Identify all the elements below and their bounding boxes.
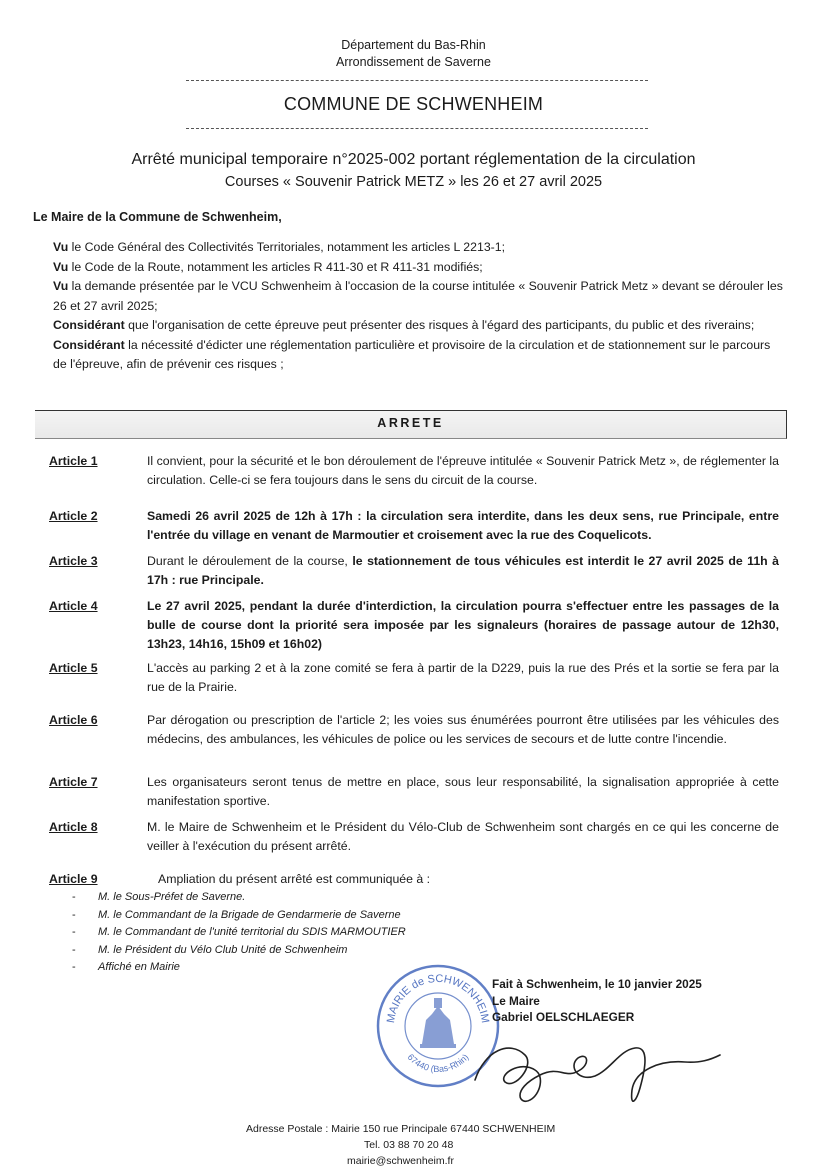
document-subtitle: Courses « Souvenir Patrick METZ » les 26 et 27 avril 2025 [224,174,603,190]
article-6-label: Article 6 [49,713,98,727]
article-1-label: Article 1 [49,454,98,468]
signature-place-date: Fait à Schwenheim, le 10 janvier 2025 [492,977,702,991]
article-8-label: Article 8 [49,820,98,834]
article-2-label: Article 2 [49,509,98,523]
signature-role: Le Maire [492,994,540,1008]
article-4-label: Article 4 [49,599,98,613]
article-4-text: Le 27 avril 2025, pendant la durée d'interdiction, la circulation pourra s'effectuer entre les passages de la bulle de course dont la priorité sera imposée par les signaleurs (horaires de passage autour de 12h30, 13h23, 14h16, 15h09 et 16h02) [147,599,779,651]
arrete-label: ARRETE [377,416,444,430]
article-6-text: Par dérogation ou prescription de l'article 2; les voies sus énumérées pourront être utilisées par les véhicules des médecins, des ambulances, les véhicules de police ou les services de secours et de lutte contre l'incendie. [147,713,779,746]
preamble-item [53,277,783,316]
document-title: Arrêté municipal temporaire n°2025-002 portant réglementation de la circulation [131,151,696,168]
footer-email[interactable]: mairie@schwenheim.fr [347,1155,454,1167]
preamble-lead: Vu [53,240,69,254]
article-3-text-normal: Durant le déroulement de la course, [147,554,353,568]
article-8-text: M. le Maire de Schwenheim et le Président du Vélo-Club de Schwenheim sont chargés en ce qui les concerne de veiller à l'exécution du présent arrêté. [147,820,779,853]
ampliation-list [72,889,406,977]
preamble-text: la demande présentée par le VCU Schwenheim à l'occasion de la course intitulée « Souvenir Patrick Metz » devant se dérouler les 26 et 27 avril 2025; [53,279,783,313]
preamble-lead: Considérant [53,318,125,332]
preamble-item [53,336,783,375]
article-9-text: Ampliation du présent arrêté est communiquée à : [158,872,431,886]
footer-tel: Tel. 03 88 70 20 48 [364,1139,454,1151]
preamble-item [53,238,783,258]
commune-title: COMMUNE DE SCHWENHEIM [283,94,544,114]
seal-emblem-icon [420,998,456,1048]
mayor-signature [470,1020,730,1110]
divider-top [186,80,648,81]
maire-heading: Le Maire de la Commune de Schwenheim, [33,210,282,224]
arrete-banner [35,410,787,439]
ampliation-item: - M. le Commandant de la Brigade de Gendarmerie de Saverne [72,907,406,925]
preamble-list [53,238,783,375]
preamble-item [53,258,783,278]
ampliation-item: - M. le Sous-Préfet de Saverne. [72,889,406,907]
article-5-label: Article 5 [49,661,98,675]
footer-address: Adresse Postale : Mairie 150 rue Principale 67440 SCHWENHEIM [246,1123,556,1135]
departement: Département du Bas-Rhin [341,38,486,52]
preamble-text: le Code Général des Collectivités Territoriales, notamment les articles L 2213-1; [68,240,506,254]
ampliation-item: - M. le Président du Vélo Club Unité de Schwenheim [72,942,406,960]
article-3-label: Article 3 [49,554,98,568]
article-7-text: Les organisateurs seront tenus de mettre en place, sous leur responsabilité, la signalisation appropriée à cette manifestation sportive. [147,775,779,808]
article-9-label: Article 9 [49,872,98,886]
article-3-text [147,552,779,590]
preamble-lead: Considérant [53,337,125,352]
preamble-lead: Vu [53,259,69,274]
article-5-text: L'accès au parking 2 et à la zone comité se fera à partir de la D229, puis la rue des Prés et la sortie se fera par la rue de la Prairie. [147,661,779,694]
preamble-text: la nécessité d'édicter une réglementation particulière et provisoire de la circulation et de stationnement sur le parcours de l'épreuve, afin de prévenir ces risques ; [53,337,771,371]
article-3-text-bold: le stationnement de tous véhicules est interdit le 27 avril 2025 de 11h à 17h : rue Principale. [147,554,779,587]
signature-name: Gabriel OELSCHLAEGER [492,1010,635,1024]
ampliation-item: - Affiché en Mairie [72,959,406,977]
preamble-text: que l'organisation de cette épreuve peut présenter des risques à l'égard des participants, du public et des riverains; [124,318,755,332]
preamble-text: le Code de la Route, notamment les articles R 411-30 et R 411-31 modifiés; [68,259,483,274]
arrondissement: Arrondissement de Saverne [336,55,491,69]
divider-bottom [186,128,648,129]
seal-bottom-text: 67440 (Bas-Rhin) [405,1051,471,1075]
preamble-item [53,316,783,336]
ampliation-item: - M. le Commandant de l'unité territorial du SDIS MARMOUTIER [72,924,406,942]
seal-top-text: MAIRIE de SCHWENHEIM [384,972,492,1024]
article-1-text: Il convient, pour la sécurité et le bon déroulement de l'épreuve intitulée « Souvenir Patrick Metz », de réglementer la circulation. Celle-ci se fera toujours dans le sens du circuit de la course. [147,454,779,487]
article-7-label: Article 7 [49,775,98,789]
preamble-lead: Vu [53,279,69,293]
article-2-text: Samedi 26 avril 2025 de 12h à 17h : la circulation sera interdite, dans les deux sens, rue Principale, entre l'entrée du village en venant de Marmoutier et croisement avec la rue des Coquelicots. [147,509,779,542]
